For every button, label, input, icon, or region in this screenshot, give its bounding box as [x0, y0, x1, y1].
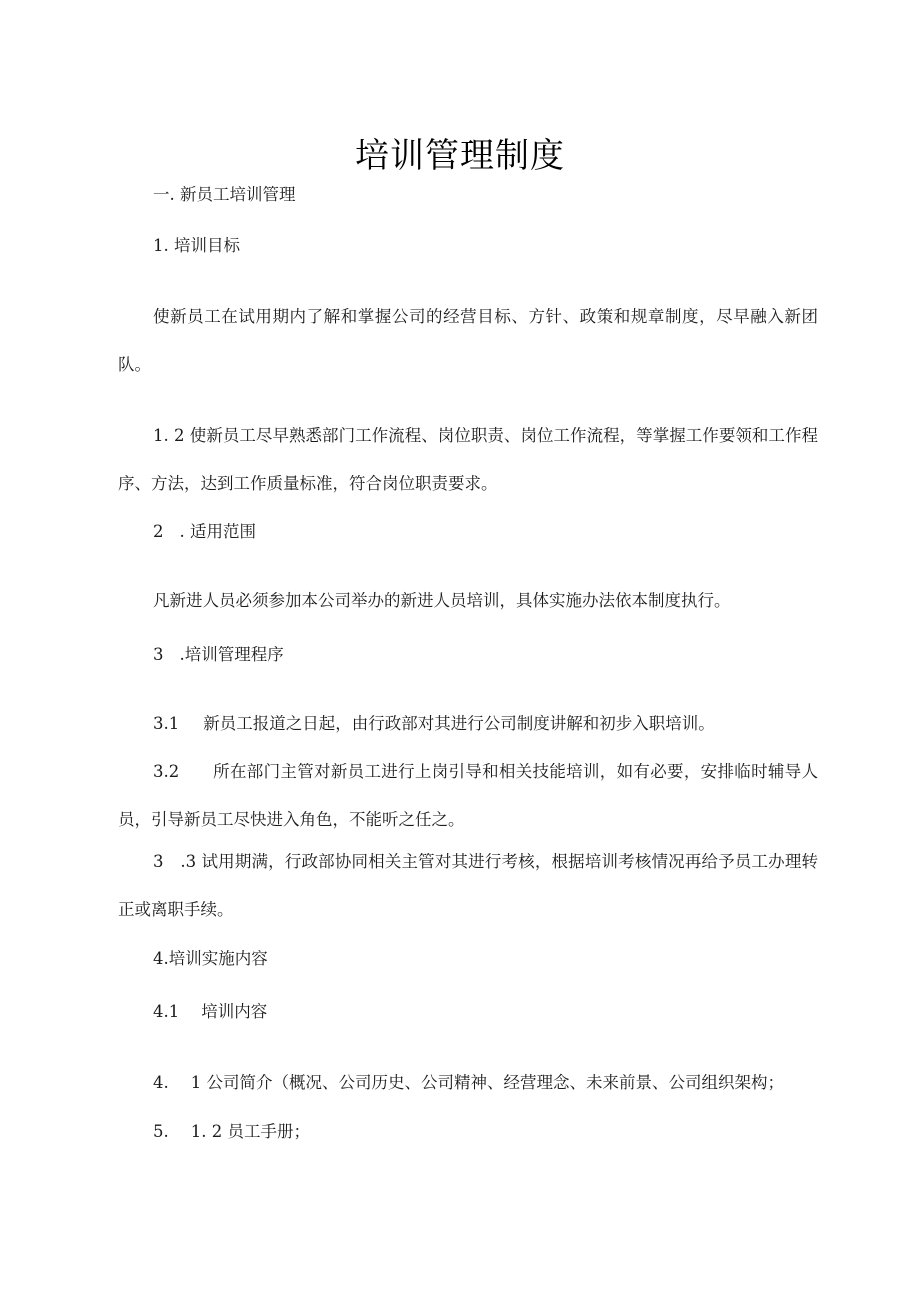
- document-title: 培训管理制度: [355, 136, 565, 176]
- paragraph-training-goal: 使新员工在试用期内了解和掌握公司的经营目标、方针、政策和规章制度，尽早融入新团队。: [118, 307, 818, 374]
- section-2-text: . 适用范围: [179, 522, 256, 541]
- item-5-number: 5.: [153, 1122, 169, 1141]
- section-3-heading: [153, 645, 284, 665]
- item-5-text: 1. 2 员工手册；: [190, 1122, 310, 1141]
- paragraph-scope: 凡新进人员必须参加本公司举办的新进人员培训，具体实施办法依本制度执行。: [153, 591, 731, 610]
- section-4-1-text: 培训内容: [201, 1002, 268, 1021]
- item-5: [153, 1122, 310, 1142]
- item-3-1-number: 3.1: [153, 714, 180, 733]
- item-4: [153, 1073, 784, 1093]
- section-4-1-number: 4.1: [153, 1002, 180, 1021]
- section-3-number: 3: [153, 645, 164, 664]
- item-4-text: 1 公司简介（概况、公司历史、公司精神、经营理念、未来前景、公司组织架构；: [190, 1073, 784, 1092]
- section-1-1-heading: 1. 培训目标: [153, 236, 240, 255]
- item-3-3: 3 .3 试用期满，行政部协同相关主管对其进行考核，根据培训考核情况再给予员工办理转正或离职手续。: [118, 852, 818, 919]
- item-3-1-text: 新员工报道之日起，由行政部对其进行公司制度讲解和初步入职培训。: [203, 714, 715, 733]
- paragraph-1-2: 1. 2 使新员工尽早熟悉部门工作流程、岗位职责、岗位工作流程，等掌握工作要领和工作程序、方法，达到工作质量标准，符合岗位职责要求。: [118, 426, 818, 493]
- item-4-number: 4.: [153, 1073, 169, 1092]
- section-2-number: 2: [153, 522, 164, 541]
- section-4-1-heading: [153, 1002, 267, 1022]
- section-2-heading: [153, 522, 256, 542]
- section-3-text: .培训管理程序: [179, 645, 284, 664]
- section-1-heading: 一. 新员工培训管理: [153, 185, 296, 204]
- item-3-1: [153, 714, 715, 734]
- item-3-2: 3.2 所在部门主管对新员工进行上岗引导和相关技能培训，如有必要，安排临时辅导人员，引导新员工尽快进入角色，不能听之任之。: [118, 762, 818, 829]
- section-4-heading: 4.培训实施内容: [153, 949, 268, 968]
